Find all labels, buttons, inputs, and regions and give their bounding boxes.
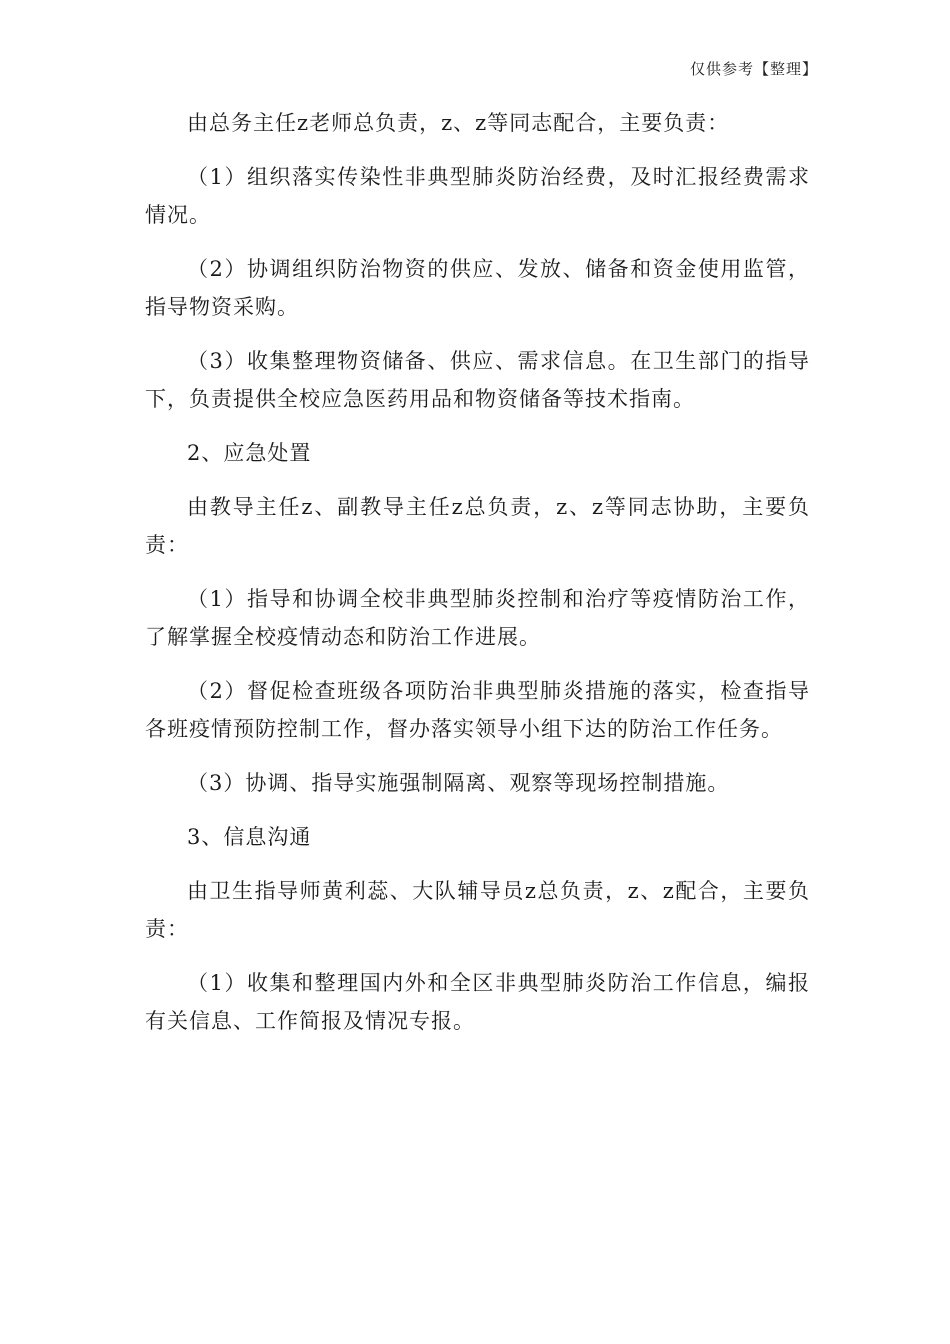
header-note: 仅供参考【整理】 — [689, 60, 818, 78]
paragraph: （2）督促检查班级各项防治非典型肺炎措施的落实，检查指导各班疫情预防控制工作，督办落实领导小组下达的防治工作任务。 — [145, 679, 810, 741]
paragraph: 由卫生指导师黄利蕊、大队辅导员z总负责，z、z配合，主要负责： — [145, 879, 810, 941]
paragraph: （1）收集和整理国内外和全区非典型肺炎防治工作信息，编报有关信息、工作简报及情况专报。 — [145, 971, 810, 1033]
paragraph: 由教导主任z、副教导主任z总负责，z、z等同志协助，主要负责： — [145, 495, 810, 557]
document-body — [145, 104, 810, 1056]
section-heading: 3、信息沟通 — [187, 825, 312, 849]
paragraph: （3）收集整理物资储备、供应、需求信息。在卫生部门的指导下，负责提供全校应急医药用品和物资储备等技术指南。 — [145, 349, 810, 411]
paragraph: （2）协调组织防治物资的供应、发放、储备和资金使用监管，指导物资采购。 — [145, 257, 810, 319]
paragraph: （1）指导和协调全校非典型肺炎控制和治疗等疫情防治工作，了解掌握全校疫情动态和防治工作进展。 — [145, 587, 810, 649]
paragraph: （1）组织落实传染性非典型肺炎防治经费，及时汇报经费需求情况。 — [145, 165, 810, 227]
paragraph: （3）协调、指导实施强制隔离、观察等现场控制措施。 — [187, 771, 730, 795]
section-heading: 2、应急处置 — [187, 441, 312, 465]
paragraph: 由总务主任z老师总负责，z、z等同志配合，主要负责： — [187, 111, 730, 135]
